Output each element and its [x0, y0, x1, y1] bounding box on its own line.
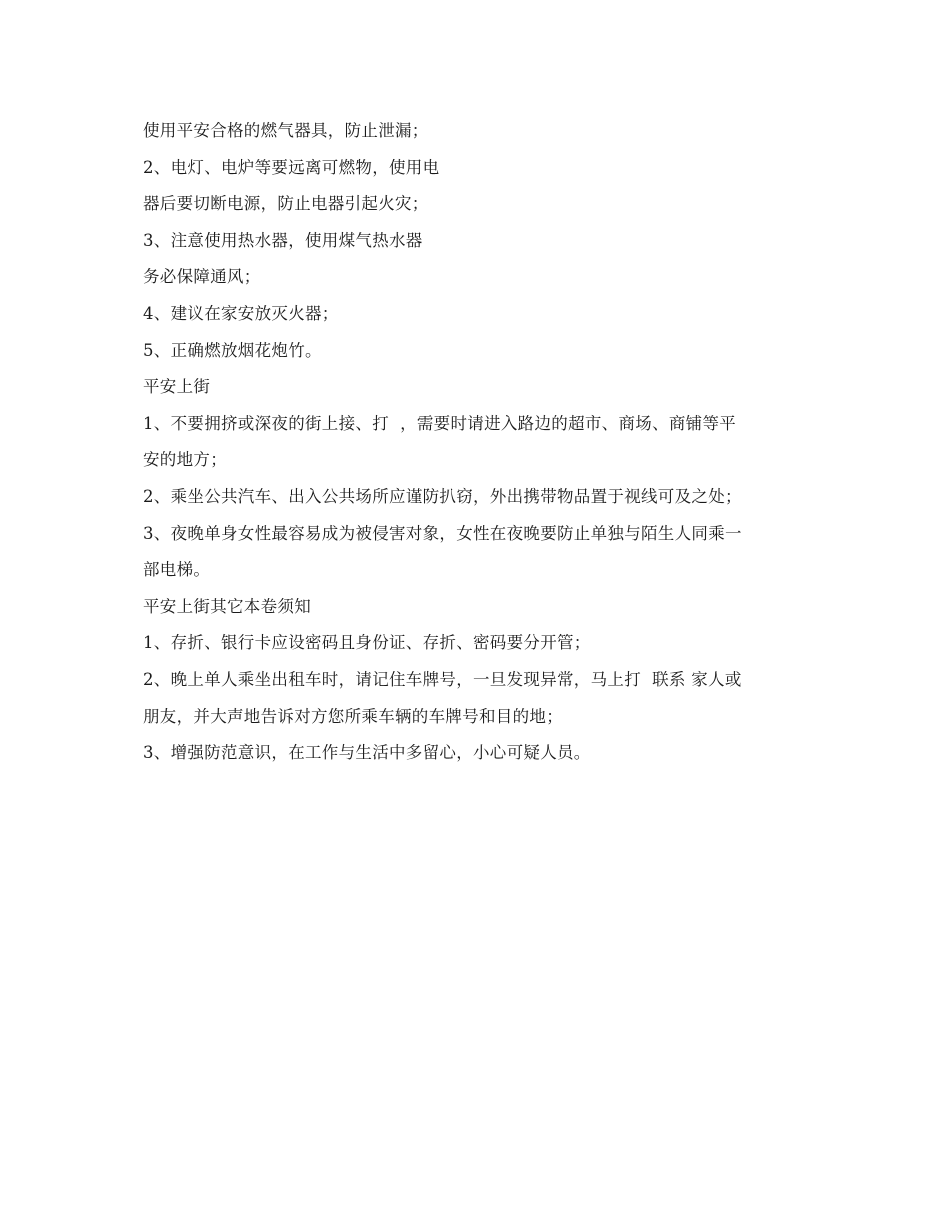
text-line: 部电梯。	[143, 560, 211, 580]
text-line: 2、乘坐公共汽车、出入公共场所应谨防扒窃，外出携带物品置于视线可及之处；	[143, 486, 742, 506]
text-line: 5、正确燃放烟花炮竹。	[143, 340, 322, 360]
text-line: 1、存折、银行卡应设密码且身份证、存折、密码要分开管；	[143, 633, 591, 653]
text-line: 使用平安合格的燃气器具，防止泄漏；	[143, 121, 429, 140]
text-line: 4、建议在家安放灭火器；	[143, 303, 339, 323]
text-line: 2、电灯、电炉等要远离可燃物，使用电	[143, 157, 440, 177]
text-line: 3、增强防范意识，在工作与生活中多留心，小心可疑人员。	[143, 743, 591, 763]
text-line: 2、晚上单人乘坐出租车时，请记住车牌号，一旦发现异常，马上打 联系 家人或	[143, 669, 742, 689]
text-line: 1、不要拥挤或深夜的街上接、打 ，需要时请进入路边的超市、商场、商铺等平	[143, 413, 737, 433]
section-heading: 平安上街	[143, 377, 211, 397]
text-line: 安的地方；	[143, 450, 227, 470]
document-body	[143, 116, 813, 775]
text-line: 3、夜晚单身女性最容易成为被侵害对象，女性在夜晚要防止单独与陌生人同乘一	[143, 523, 742, 543]
text-line: 3、注意使用热水器，使用煤气热水器	[143, 230, 423, 250]
text-line: 朋友，并大声地告诉对方您所乘车辆的车牌号和目的地；	[143, 706, 563, 726]
text-line: 器后要切断电源，防止电器引起火灾；	[143, 194, 429, 214]
section-heading: 平安上街其它本卷须知	[143, 596, 311, 616]
text-line: 务必保障通风；	[143, 267, 261, 287]
